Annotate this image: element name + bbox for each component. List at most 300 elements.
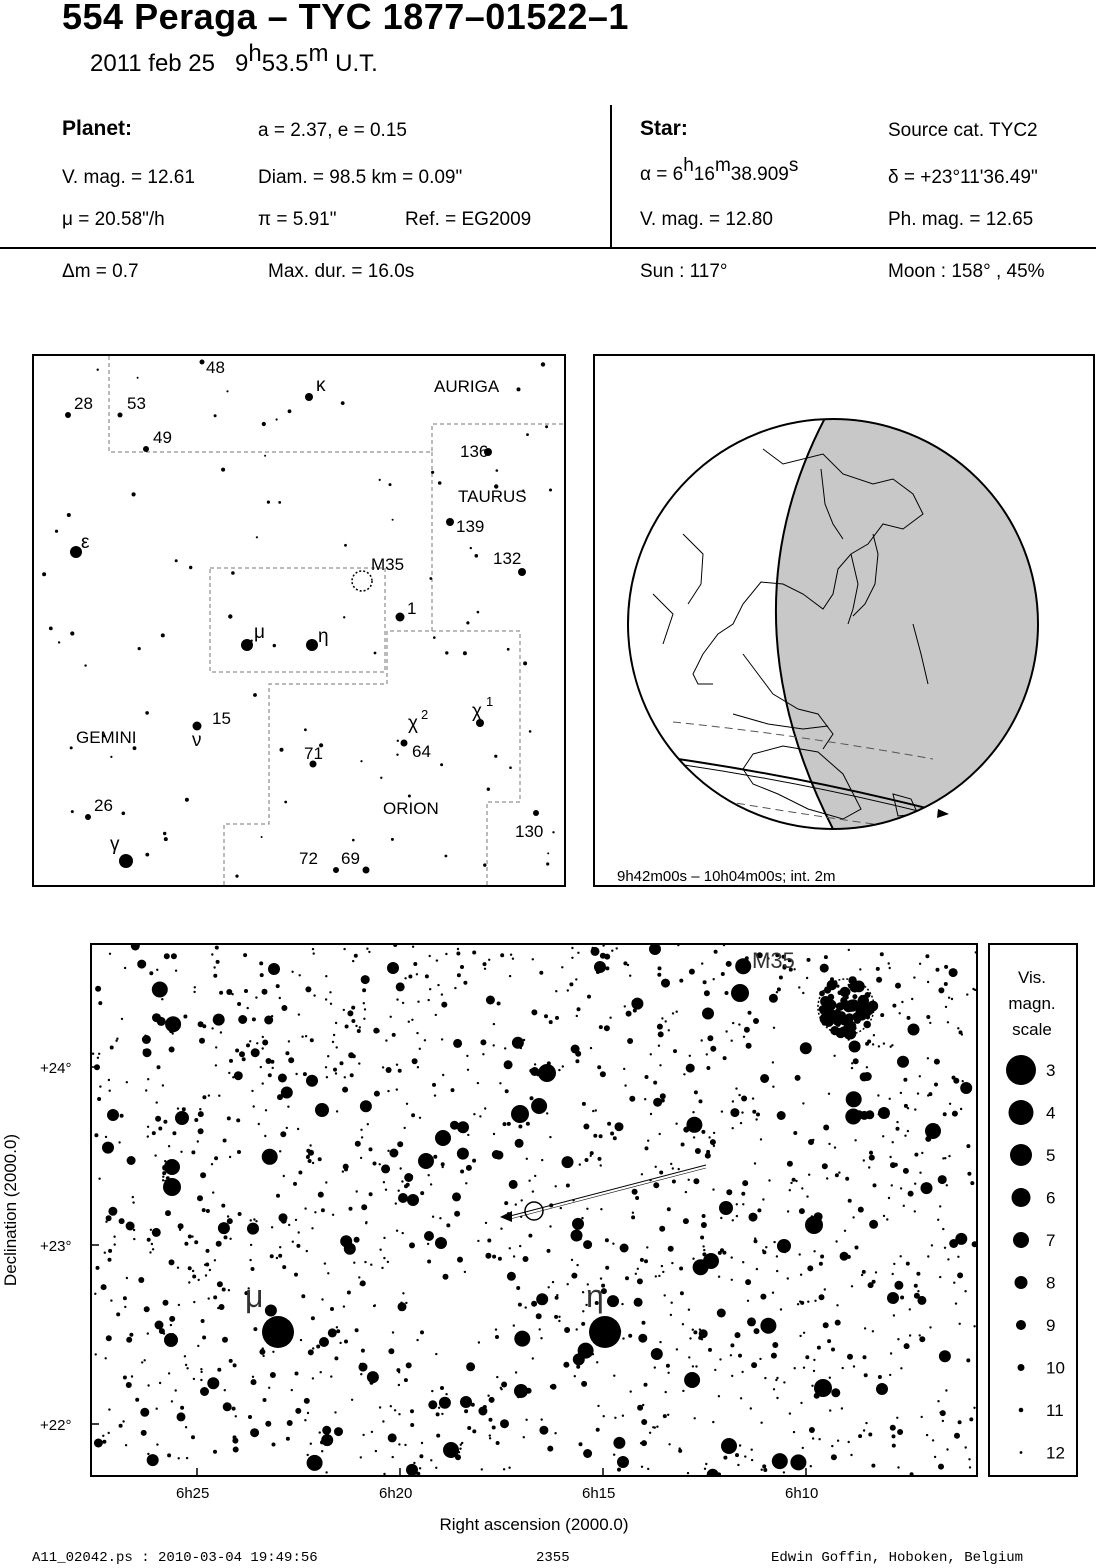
field-star — [642, 1321, 646, 1325]
field-star — [780, 1308, 782, 1310]
field-star — [250, 1244, 252, 1246]
field-star — [754, 1162, 756, 1164]
field-star — [861, 1274, 863, 1276]
field-star — [457, 948, 459, 950]
field-star — [749, 1213, 758, 1222]
field-star — [198, 1021, 204, 1027]
field-star — [515, 1139, 524, 1148]
field-star — [194, 1118, 198, 1122]
finder-star — [545, 425, 548, 428]
m35-star — [819, 991, 825, 997]
field-star — [394, 1409, 396, 1411]
field-star — [793, 1431, 795, 1433]
field-star — [311, 1316, 315, 1320]
field-star — [158, 1127, 162, 1131]
field-star — [457, 1121, 469, 1133]
field-star — [549, 1136, 551, 1138]
field-star — [809, 1427, 815, 1433]
field-star — [383, 1181, 385, 1183]
field-star — [582, 1310, 584, 1312]
field-star — [188, 1235, 192, 1239]
field-star — [215, 1046, 217, 1048]
eta-label: η — [586, 1278, 604, 1314]
field-star — [355, 1141, 361, 1147]
field-star — [417, 1066, 419, 1068]
field-star — [365, 1221, 367, 1223]
field-star — [562, 1156, 574, 1168]
field-star — [276, 1257, 278, 1259]
field-star — [312, 1162, 314, 1164]
field-star — [962, 1080, 964, 1082]
field-star — [401, 1180, 403, 1182]
field-star — [94, 1439, 103, 1448]
field-star — [322, 1426, 331, 1435]
scale-title-3: scale — [1012, 1020, 1052, 1039]
field-star — [878, 1375, 882, 1379]
field-star — [973, 1325, 975, 1327]
field-star — [772, 1342, 778, 1348]
field-star — [236, 1118, 240, 1122]
field-star — [429, 955, 431, 957]
field-star — [903, 1168, 909, 1174]
field-star — [969, 1417, 973, 1421]
field-star — [493, 1023, 495, 1025]
field-star — [109, 1090, 111, 1092]
field-star — [460, 965, 464, 969]
greek-chi-2-index: 2 — [421, 707, 429, 722]
m35-star — [819, 1006, 826, 1013]
field-star — [316, 1345, 320, 1349]
field-star — [966, 1144, 970, 1148]
field-star — [370, 1264, 372, 1266]
finder-star — [380, 777, 382, 779]
field-star — [361, 1136, 363, 1138]
scale-label-mag-4: 4 — [1046, 1103, 1056, 1123]
field-star — [541, 1159, 543, 1161]
field-star — [381, 1164, 390, 1173]
scale-dot-mag-11 — [1019, 1408, 1024, 1413]
field-star — [367, 1123, 369, 1125]
finder-star — [389, 483, 392, 486]
field-star — [306, 1075, 318, 1087]
field-star — [694, 1417, 696, 1419]
footer-page-number: 2355 — [536, 1550, 570, 1566]
bright-star — [777, 1239, 791, 1253]
field-star — [333, 1034, 335, 1036]
finder-star — [541, 362, 545, 366]
field-star — [813, 1370, 815, 1372]
field-star — [271, 1226, 273, 1228]
field-star — [645, 1146, 649, 1150]
field-star — [262, 1347, 264, 1349]
greek-chi-1: χ — [472, 701, 482, 722]
field-star — [868, 1433, 872, 1437]
field-star — [404, 1444, 406, 1446]
field-star — [532, 1357, 534, 1359]
bright-star — [319, 1337, 329, 1347]
field-star — [641, 1419, 647, 1425]
field-star — [671, 1262, 673, 1264]
field-star — [235, 1049, 239, 1053]
field-star — [632, 1000, 634, 1002]
field-star — [877, 1094, 879, 1096]
field-star — [168, 1024, 172, 1028]
field-star — [482, 1053, 484, 1055]
field-star — [658, 966, 662, 970]
field-star — [351, 1006, 355, 1010]
field-star — [202, 1208, 206, 1212]
field-star — [891, 1044, 893, 1046]
field-star — [944, 982, 948, 986]
field-star — [463, 981, 467, 985]
field-star — [783, 1381, 785, 1383]
field-star — [582, 1291, 584, 1293]
field-star — [888, 1197, 890, 1199]
field-star — [345, 1025, 349, 1029]
field-star — [404, 977, 406, 979]
finder-star — [438, 481, 442, 485]
field-star — [182, 1107, 186, 1111]
field-star — [587, 995, 591, 999]
field-star — [577, 1007, 581, 1011]
field-star — [671, 1302, 673, 1304]
field-star — [896, 1121, 898, 1123]
field-star — [440, 1386, 444, 1390]
field-star — [972, 988, 974, 990]
field-star — [670, 1314, 672, 1316]
finder-star — [42, 572, 46, 576]
field-star — [616, 947, 618, 949]
finder-star — [363, 867, 370, 874]
field-star — [914, 1153, 918, 1157]
field-star — [335, 1072, 337, 1074]
field-star — [892, 1444, 896, 1448]
greek-chi-2: χ — [408, 713, 418, 734]
field-star — [295, 1408, 301, 1414]
scale-label-mag-9: 9 — [1046, 1316, 1056, 1335]
field-star — [495, 1335, 499, 1339]
field-star — [198, 1111, 204, 1117]
finder-star — [138, 647, 141, 650]
field-star — [298, 1171, 302, 1175]
field-star — [903, 1205, 905, 1207]
field-star — [558, 1316, 560, 1318]
field-star — [122, 1420, 124, 1422]
field-star — [427, 1243, 429, 1245]
field-star — [650, 1113, 652, 1115]
field-star — [637, 1268, 639, 1270]
field-star — [324, 1262, 326, 1264]
field-star — [140, 1408, 149, 1417]
field-star — [389, 1149, 398, 1158]
field-star — [704, 990, 710, 996]
field-star — [336, 1326, 338, 1328]
field-star — [383, 1257, 385, 1259]
field-star — [383, 1473, 385, 1475]
field-star — [312, 1347, 314, 1349]
field-star — [957, 1256, 959, 1258]
field-star — [686, 1117, 702, 1133]
field-star — [121, 1018, 123, 1020]
field-star — [567, 989, 569, 991]
field-star — [532, 958, 534, 960]
field-star — [92, 1053, 94, 1055]
field-star — [627, 964, 629, 966]
field-star — [579, 1163, 581, 1165]
field-star — [882, 1135, 884, 1137]
field-star — [360, 1456, 362, 1458]
field-star — [625, 1276, 629, 1280]
field-star — [368, 951, 370, 953]
field-star — [277, 1094, 283, 1100]
field-star — [231, 993, 233, 995]
field-star — [411, 1019, 413, 1021]
m35-star — [836, 1022, 841, 1027]
field-star — [878, 1045, 880, 1047]
field-star — [762, 1198, 764, 1200]
field-star — [795, 1180, 797, 1182]
field-star — [149, 1251, 151, 1253]
event-time-minutes: 53.5 — [261, 50, 309, 77]
field-star — [300, 1339, 302, 1341]
field-star — [265, 1109, 267, 1111]
field-star — [865, 1422, 867, 1424]
field-star — [890, 1425, 896, 1431]
field-star — [306, 1149, 310, 1153]
field-star — [213, 966, 215, 968]
field-star — [548, 1286, 550, 1288]
field-star — [165, 1210, 171, 1216]
field-star — [373, 1028, 379, 1034]
field-star — [270, 1254, 274, 1258]
scale-label-mag-11: 11 — [1046, 1401, 1064, 1420]
field-star — [900, 1255, 902, 1257]
field-star — [871, 1464, 875, 1468]
xtick-6h25: 6h25 — [176, 1485, 210, 1502]
field-star — [863, 1072, 872, 1081]
field-star — [220, 1031, 222, 1033]
field-star — [705, 1153, 711, 1159]
field-star — [604, 954, 610, 960]
field-star — [658, 1045, 660, 1047]
field-star — [726, 1189, 732, 1195]
field-star — [481, 1468, 483, 1470]
field-star — [262, 1355, 264, 1357]
field-star — [412, 946, 414, 948]
field-star — [503, 1122, 507, 1126]
moon-info: Moon : 158° , 45% — [888, 261, 1045, 282]
field-star — [973, 1407, 975, 1409]
field-star — [305, 1035, 307, 1037]
field-star — [519, 1245, 521, 1247]
field-star — [428, 999, 430, 1001]
field-star — [927, 981, 929, 983]
field-star — [675, 1123, 677, 1125]
field-star — [909, 1308, 911, 1310]
field-star — [419, 1117, 421, 1119]
field-star — [500, 1388, 502, 1390]
field-star — [256, 1042, 258, 1044]
field-star — [217, 1368, 221, 1372]
field-star — [653, 1098, 662, 1107]
field-star — [719, 1358, 721, 1360]
field-star — [900, 1296, 904, 1300]
field-star — [668, 1246, 674, 1252]
field-star — [592, 1353, 594, 1355]
field-star — [763, 1468, 767, 1472]
field-star — [260, 973, 264, 977]
finder-star — [466, 621, 469, 624]
field-star — [808, 1174, 810, 1176]
field-star — [343, 1305, 345, 1307]
m35-star — [863, 1011, 870, 1018]
field-star — [303, 1072, 307, 1076]
field-star — [907, 1016, 911, 1020]
field-star — [797, 1303, 799, 1305]
field-star — [320, 1440, 324, 1444]
field-star — [597, 1405, 599, 1407]
field-star — [660, 1093, 666, 1099]
field-star — [621, 1303, 623, 1305]
finder-star — [280, 748, 284, 752]
field-star — [374, 1091, 380, 1097]
field-star — [246, 1043, 250, 1047]
field-star — [369, 1147, 373, 1151]
field-star — [718, 1395, 720, 1397]
field-star — [416, 1032, 418, 1034]
field-star — [706, 1053, 708, 1055]
field-star — [919, 963, 921, 965]
finder-star — [429, 577, 432, 580]
field-star — [420, 1330, 424, 1334]
field-star — [147, 1454, 159, 1466]
field-star — [872, 1280, 876, 1284]
field-star — [689, 969, 695, 975]
field-star — [967, 1172, 971, 1176]
field-star — [500, 1419, 509, 1428]
field-star — [822, 1163, 828, 1169]
scale-dot-mag-4 — [1009, 1100, 1034, 1125]
field-star — [863, 1429, 865, 1431]
field-star — [265, 1305, 277, 1317]
field-star — [396, 982, 405, 991]
field-star — [773, 1027, 775, 1029]
field-star — [156, 1443, 158, 1445]
field-star — [411, 1175, 413, 1177]
field-star — [730, 1343, 734, 1347]
finder-star — [261, 836, 263, 838]
field-star — [552, 1281, 554, 1283]
field-star — [927, 1057, 929, 1059]
field-star — [433, 1155, 437, 1159]
field-star — [388, 1348, 394, 1354]
field-star — [454, 987, 456, 989]
bright-star — [594, 961, 606, 973]
field-star — [831, 1454, 837, 1460]
field-star — [936, 968, 940, 972]
field-star — [150, 1229, 152, 1231]
field-star — [847, 1255, 851, 1259]
field-star — [843, 1252, 845, 1254]
field-star — [431, 1390, 433, 1392]
field-star — [806, 977, 808, 979]
field-star — [362, 988, 366, 992]
finder-chart — [32, 354, 566, 888]
field-star — [201, 1319, 205, 1323]
field-star — [876, 977, 882, 983]
field-star — [692, 1365, 694, 1367]
field-star — [558, 1320, 560, 1322]
field-star — [916, 1272, 920, 1276]
field-star — [363, 1002, 365, 1004]
field-star — [200, 1379, 202, 1381]
field-star — [740, 1397, 742, 1399]
finder-star — [189, 566, 192, 569]
field-star — [539, 1426, 548, 1435]
label-gemini: GEMINI — [76, 728, 137, 747]
field-star — [453, 1039, 462, 1048]
field-star — [969, 1466, 971, 1468]
field-star — [541, 1418, 543, 1420]
field-star — [333, 1068, 337, 1072]
field-star — [369, 1192, 373, 1196]
field-star — [532, 1190, 534, 1192]
finder-star — [231, 571, 235, 575]
field-star — [398, 1302, 407, 1311]
field-star — [157, 1065, 161, 1069]
field-star — [575, 978, 577, 980]
field-star — [238, 1212, 242, 1216]
field-star — [964, 1290, 966, 1292]
field-star — [126, 1382, 132, 1388]
field-star — [735, 1332, 741, 1338]
field-star — [272, 1067, 274, 1069]
field-star — [732, 1127, 734, 1129]
field-star — [327, 1272, 329, 1274]
field-star — [129, 1333, 133, 1337]
field-star — [110, 1046, 114, 1050]
field-star — [98, 1001, 102, 1005]
field-star — [234, 1071, 243, 1080]
field-star — [268, 1073, 272, 1077]
field-star — [713, 978, 715, 980]
finder-star — [397, 740, 399, 742]
field-star — [379, 1163, 381, 1165]
field-star — [914, 1293, 920, 1299]
field-star — [410, 1409, 414, 1413]
finder-star — [547, 852, 549, 854]
field-star — [381, 1267, 383, 1269]
field-star — [683, 1073, 685, 1075]
field-star — [847, 1354, 853, 1360]
field-star — [851, 1285, 853, 1287]
field-star — [760, 1318, 776, 1334]
field-star — [402, 1232, 404, 1234]
finder-star — [549, 489, 552, 492]
field-star — [929, 1326, 931, 1328]
field-star — [108, 1432, 110, 1434]
field-star — [318, 1157, 322, 1161]
field-star — [279, 1246, 281, 1248]
field-star — [147, 1078, 149, 1080]
field-star — [820, 964, 829, 973]
field-star — [873, 1183, 877, 1187]
finder-star — [408, 795, 411, 798]
field-star — [776, 1255, 778, 1257]
field-star — [334, 1411, 336, 1413]
field-star — [919, 1336, 925, 1342]
scale-dot-mag-10 — [1018, 1364, 1025, 1371]
